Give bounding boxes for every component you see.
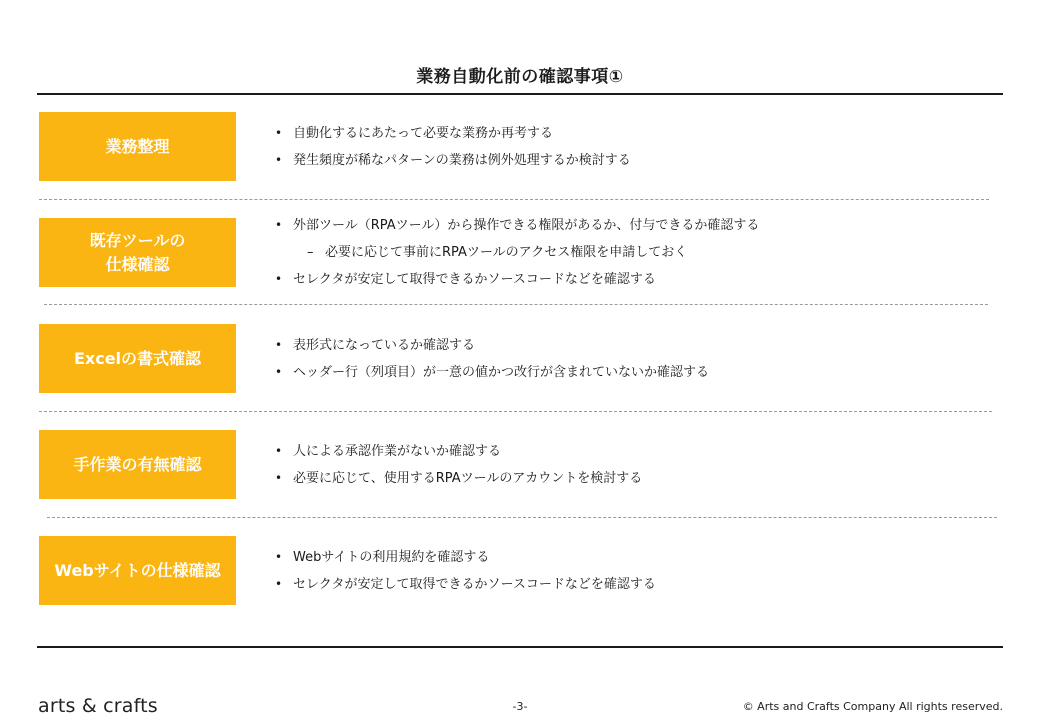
bullet-icon: •	[275, 576, 283, 591]
bullet-text: 表形式になっているか確認する	[293, 337, 476, 353]
bullet-item	[275, 465, 642, 492]
bullet-icon: •	[275, 443, 283, 458]
section-divider	[44, 304, 988, 305]
section-label: Webサイトの仕様確認	[39, 536, 236, 605]
bullet-text: ヘッダー行（列項目）が一意の値かつ改行が含まれていないか確認する	[293, 364, 710, 380]
bullet-item	[275, 438, 642, 465]
bullet-list	[275, 544, 656, 598]
section-divider	[39, 199, 989, 200]
bullet-text: 必要に応じて事前にRPAツールのアクセス権限を申請しておく	[325, 245, 688, 260]
bullet-list	[275, 332, 709, 386]
section-label: 既存ツールの 仕様確認	[39, 218, 236, 287]
bullet-text: 外部ツール（RPAツール）から操作できる権限があるか、付与できるか確認する	[293, 218, 760, 233]
sub-bullet-item	[275, 239, 759, 266]
bullet-text: 自動化するにあたって必要な業務か再考する	[293, 125, 554, 141]
section	[39, 536, 999, 605]
bullet-item	[275, 266, 759, 293]
section	[39, 430, 999, 499]
bullet-text: セレクタが安定して取得できるかソースコードなどを確認する	[293, 576, 656, 592]
bottom-rule	[37, 646, 1003, 648]
bullet-icon: •	[275, 364, 283, 379]
section-divider	[47, 517, 997, 518]
section	[39, 324, 999, 393]
bullet-icon: •	[275, 470, 283, 485]
page-number: -3-	[512, 700, 528, 713]
section-label: Excelの書式確認	[39, 324, 236, 393]
section	[39, 112, 999, 181]
bullet-item	[275, 147, 631, 174]
section	[39, 218, 999, 287]
bullet-text: Webサイトの利用規約を確認する	[293, 549, 490, 565]
bullet-item	[275, 544, 656, 571]
company-logo: arts & crafts	[38, 695, 158, 717]
bullet-icon: •	[275, 125, 283, 140]
bullet-text: 人による承認作業がないか確認する	[293, 443, 502, 459]
dash-icon: –	[307, 245, 314, 260]
bullet-text: セレクタが安定して取得できるかソースコードなどを確認する	[293, 272, 656, 287]
bullet-icon: •	[275, 549, 283, 564]
section-label: 手作業の有無確認	[39, 430, 236, 499]
section-divider	[39, 411, 992, 412]
bullet-icon: •	[275, 152, 283, 167]
bullet-text: 発生頻度が稀なパターンの業務は例外処理するか検討する	[293, 152, 631, 168]
bullet-icon: •	[275, 337, 283, 352]
bullet-icon: •	[275, 272, 283, 286]
bullet-text: 必要に応じて、使用するRPAツールのアカウントを検討する	[293, 470, 643, 486]
bullet-icon: •	[275, 218, 283, 232]
copyright-notice: © Arts and Crafts Company All rights reserved.	[742, 700, 1003, 713]
bullet-item	[275, 332, 709, 359]
bullet-list	[275, 212, 759, 293]
bullet-list	[275, 438, 642, 492]
slide-title: 業務自動化前の確認事項①	[416, 67, 624, 87]
bullet-list	[275, 120, 631, 174]
bullet-item	[275, 120, 631, 147]
bullet-item	[275, 212, 759, 239]
bullet-item	[275, 571, 656, 598]
section-label: 業務整理	[39, 112, 236, 181]
bullet-item	[275, 359, 709, 386]
